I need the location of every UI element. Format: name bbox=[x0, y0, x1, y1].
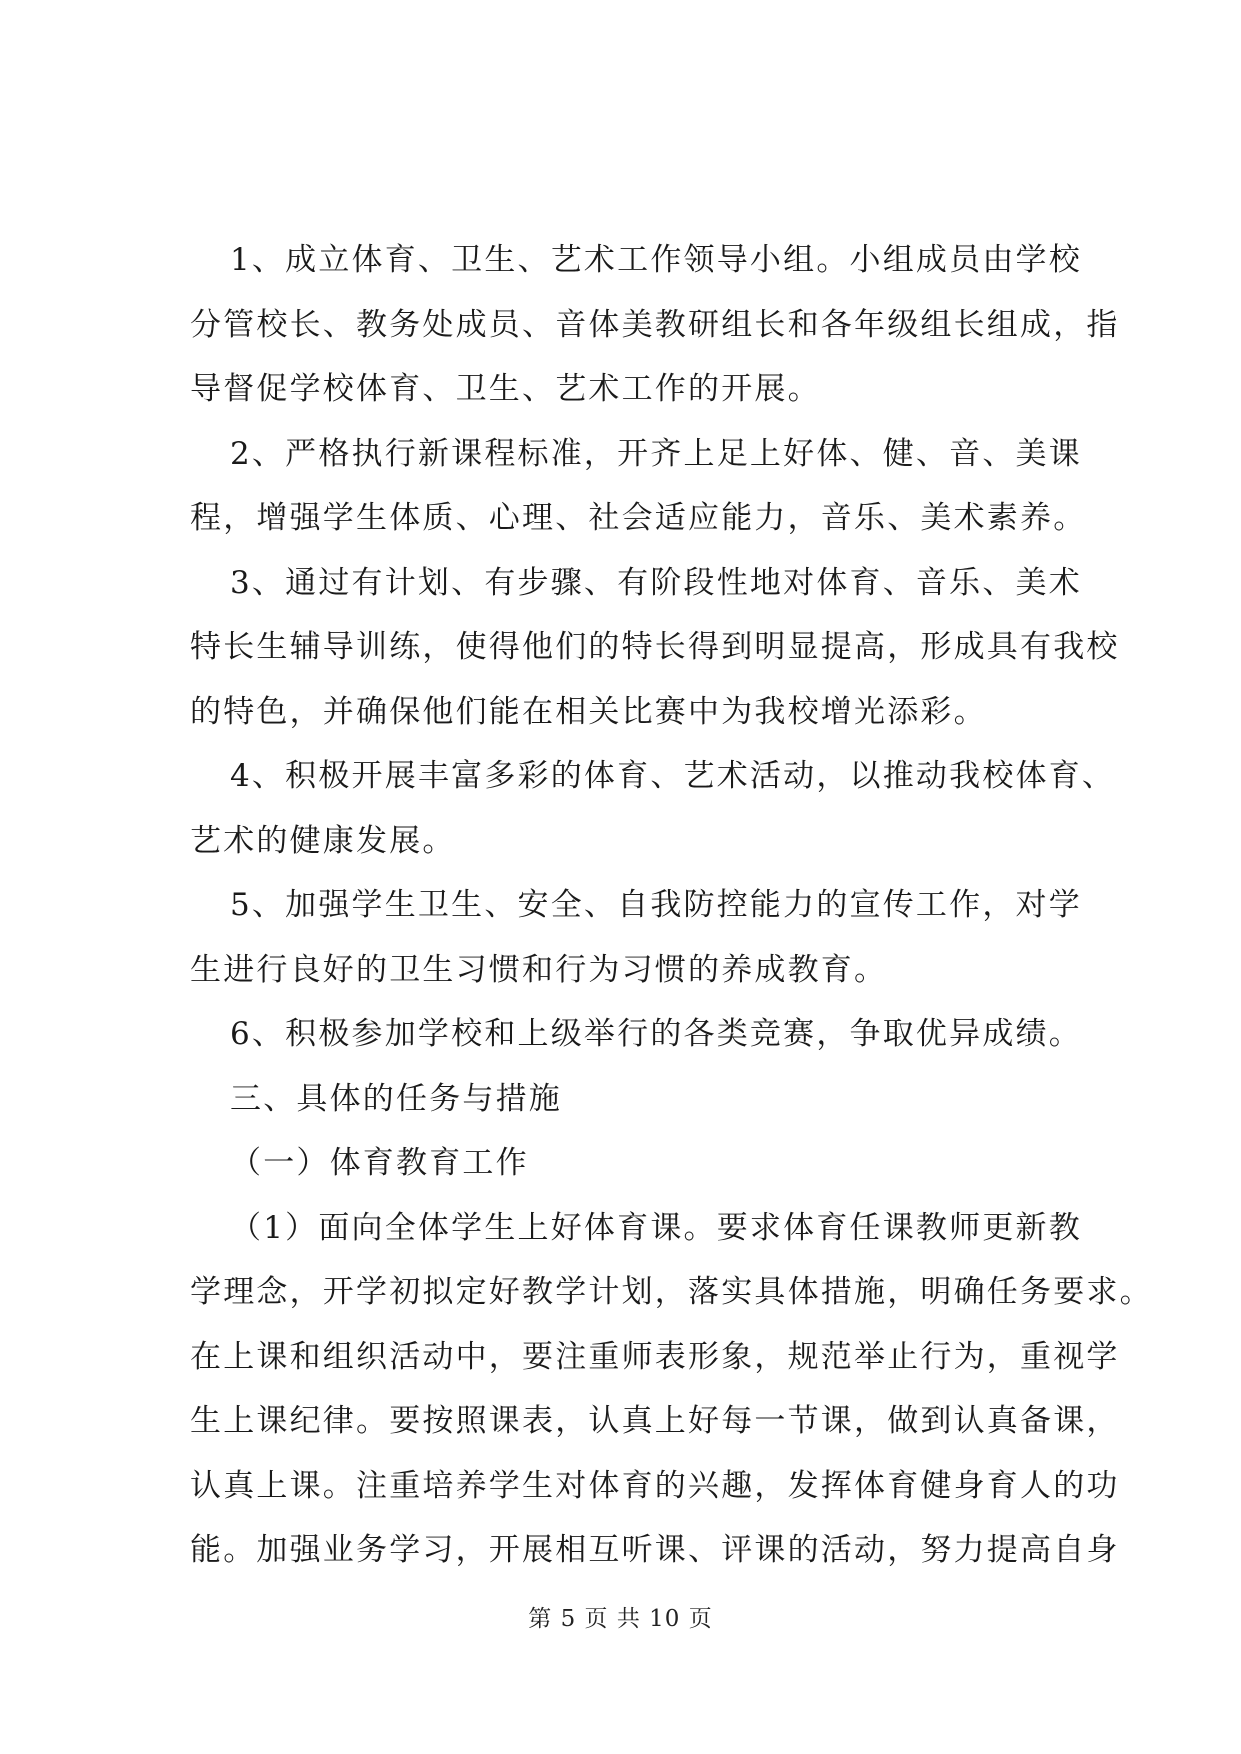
text-line-16: （1）面向全体学生上好体育课。要求体育任课教师更新教 bbox=[230, 1209, 1082, 1246]
text-line-19: 生上课纪律。要按照课表，认真上好每一节课，做到认真备课， bbox=[190, 1403, 1120, 1439]
text-line-1: 1、成立体育、卫生、艺术工作领导小组。小组成员由学校 bbox=[230, 242, 1082, 278]
text-line-12: 生进行良好的卫生习惯和行为习惯的养成教育。 bbox=[190, 951, 888, 988]
text-line-17: 学理念，开学初拟定好教学计划，落实具体措施，明确任务要求。 bbox=[190, 1274, 1153, 1310]
text-line-6: 3、通过有计划、有步骤、有阶段性地对体育、音乐、美术 bbox=[230, 564, 1082, 601]
page-number-footer: 第 5 页 共 10 页 bbox=[528, 1606, 713, 1632]
text-line-2: 分管校长、教务处成员、音体美教研组长和各年级组长组成，指 bbox=[190, 306, 1120, 343]
subsection-heading: （一）体育教育工作 bbox=[230, 1145, 529, 1181]
text-line-10: 艺术的健康发展。 bbox=[190, 822, 456, 859]
text-line-18: 在上课和组织活动中，要注重师表形象，规范举止行为，重视学 bbox=[190, 1338, 1120, 1375]
document-body bbox=[190, 228, 1153, 1583]
text-line-5: 程，增强学生体质、心理、社会适应能力，音乐、美术素养。 bbox=[190, 500, 1087, 536]
text-line-7: 特长生辅导训练，使得他们的特长得到明显提高，形成具有我校 bbox=[190, 629, 1120, 665]
text-line-4: 2、严格执行新课程标准，开齐上足上好体、健、音、美课 bbox=[230, 435, 1082, 472]
text-line-20: 认真上课。注重培养学生对体育的兴趣，发挥体育健身育人的功 bbox=[190, 1467, 1120, 1504]
text-line-21: 能。加强业务学习，开展相互听课、评课的活动，努力提高自身 bbox=[190, 1532, 1120, 1568]
text-line-9: 4、积极开展丰富多彩的体育、艺术活动，以推动我校体育、 bbox=[230, 758, 1116, 794]
text-line-3: 导督促学校体育、卫生、艺术工作的开展。 bbox=[190, 371, 821, 407]
text-line-13: 6、积极参加学校和上级举行的各类竞赛，争取优异成绩。 bbox=[230, 1016, 1082, 1052]
text-line-8: 的特色，并确保他们能在相关比赛中为我校增光添彩。 bbox=[190, 693, 987, 730]
text-line-11: 5、加强学生卫生、安全、自我防控能力的宣传工作，对学 bbox=[230, 887, 1082, 923]
section-heading: 三、具体的任务与措施 bbox=[230, 1080, 562, 1117]
